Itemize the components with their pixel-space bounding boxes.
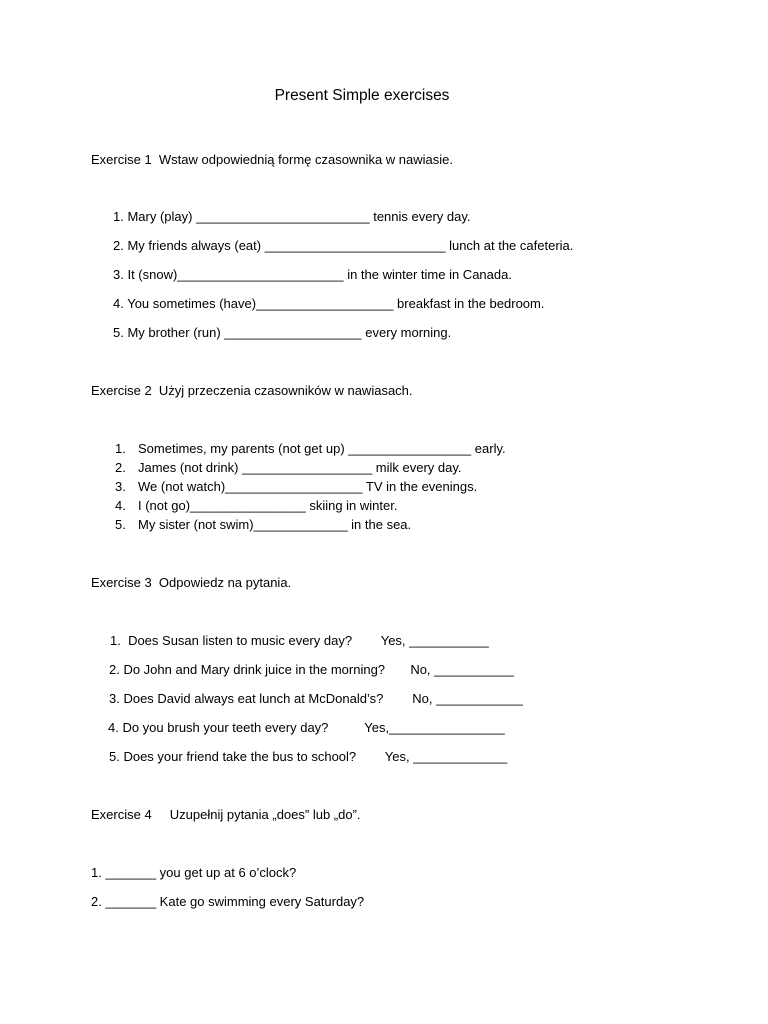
exercise-3-item-4: 4. Do you brush your teeth every day? Yes,________________ (108, 720, 505, 735)
exercise-2-item-1-number: 1. (115, 441, 126, 456)
exercise-2-item-3: We (not watch)___________________ TV in the evenings. (138, 479, 478, 494)
exercise-1-item-4: 4. You sometimes (have)___________________ breakfast in the bedroom. (113, 296, 545, 311)
exercise-2-item-2: James (not drink) __________________ milk every day. (138, 460, 462, 475)
exercise-2-item-5: My sister (not swim)_____________ in the sea. (138, 517, 412, 532)
exercise-2-item-5-number: 5. (115, 517, 126, 532)
exercise-4-item-2: 2. _______ Kate go swimming every Saturday? (91, 894, 365, 909)
exercise-2-item-1: Sometimes, my parents (not get up) _________________ early. (138, 441, 506, 456)
exercise-3-item-2: 2. Do John and Mary drink juice in the morning? No, ___________ (109, 662, 514, 677)
document-title: Present Simple exercises (274, 87, 450, 104)
exercise-2-item-3-number: 3. (115, 479, 126, 494)
exercise-2-item-4-number: 4. (115, 498, 126, 513)
exercise-2-item-2-number: 2. (115, 460, 126, 475)
exercise-3-item-3: 3. Does David always eat lunch at McDonald’s? No, ____________ (109, 691, 523, 706)
exercise-3-item-5: 5. Does your friend take the bus to school? Yes, _____________ (109, 749, 508, 764)
exercise-1-item-5: 5. My brother (run) ___________________ every morning. (113, 325, 452, 340)
exercise-4-heading: Exercise 4 Uzupełnij pytania „does” lub „do”. (91, 807, 361, 822)
exercise-4-item-1: 1. _______ you get up at 6 o’clock? (91, 865, 297, 880)
exercise-1-heading: Exercise 1 Wstaw odpowiednią formę czasownika w nawiasie. (91, 152, 453, 167)
exercise-3-heading: Exercise 3 Odpowiedz na pytania. (91, 575, 292, 590)
exercise-1-item-2: 2. My friends always (eat) _________________________ lunch at the cafeteria. (113, 238, 574, 253)
exercise-2-item-4: I (not go)________________ skiing in winter. (138, 498, 398, 513)
exercise-3-item-1: 1. Does Susan listen to music every day? Yes, ___________ (110, 633, 489, 648)
exercise-1-item-3: 3. It (snow)_______________________ in the winter time in Canada. (113, 267, 512, 282)
exercise-2-heading: Exercise 2 Użyj przeczenia czasowników w nawiasach. (91, 383, 413, 398)
exercise-1-item-1: 1. Mary (play) ________________________ tennis every day. (113, 209, 471, 224)
